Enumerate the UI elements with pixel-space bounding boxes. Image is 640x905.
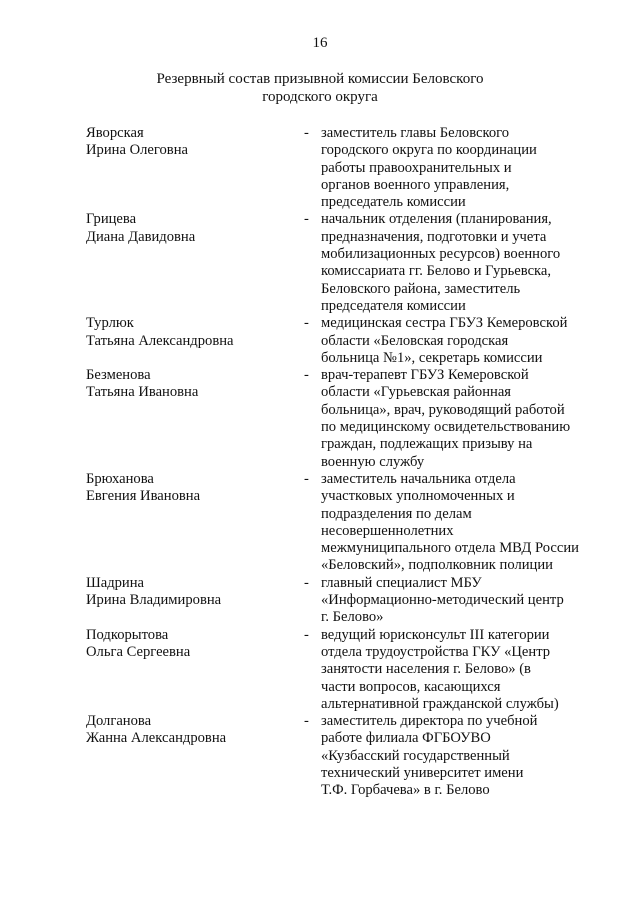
member-role-line: части вопросов, касающихся [321, 678, 501, 695]
member-surname: Безменова [86, 367, 151, 384]
member-role-line: городского округа по координации [321, 142, 537, 159]
member-role-line: граждан, подлежащих призыву на [321, 436, 533, 453]
member-role-line: г. Белово» [321, 609, 384, 626]
member-role-line: занятости населения г. Белово» (в [321, 661, 531, 678]
member-list [86, 125, 606, 800]
member-entry [86, 713, 606, 799]
member-name [86, 367, 304, 471]
member-given-names: Ирина Владимировна [86, 592, 222, 609]
member-role [321, 211, 586, 315]
member-role-line: предназначения, подготовки и учета [321, 228, 547, 245]
member-surname: Грицева [86, 211, 137, 228]
title-line-2: городского округа [262, 89, 378, 105]
member-dash: - [304, 315, 309, 332]
member-role-line: отдела трудоустройства ГКУ «Центр [321, 643, 551, 660]
member-role-line: работы правоохранительных и [321, 159, 512, 176]
page-number: 16 [312, 35, 328, 51]
member-role-line: подразделения по делам [321, 505, 472, 522]
member-role-line: комиссариата гг. Белово и Гурьевска, [321, 263, 552, 280]
member-role-line: председателя комиссии [321, 297, 466, 314]
member-name [86, 315, 304, 367]
member-role-line: заместитель начальника отдела [321, 470, 516, 487]
member-surname: Брюханова [86, 470, 154, 487]
member-role-line: заместитель директора по учебной [321, 713, 538, 730]
member-dash: - [304, 626, 309, 643]
member-role-line: больница №1», секретарь комиссии [321, 349, 543, 366]
member-name [86, 575, 304, 627]
member-role-line: главный специалист МБУ [321, 574, 482, 591]
member-role-line: «Кузбасский государственный [321, 747, 510, 764]
member-given-names: Татьяна Ивановна [86, 384, 199, 401]
member-name [86, 211, 304, 315]
member-entry [86, 471, 606, 575]
member-name [86, 471, 304, 575]
title-line-1: Резервный состав призывной комиссии Беловского [156, 71, 484, 87]
member-role-line: больница», врач, руководящий работой [321, 401, 565, 418]
member-role-line: военную службу [321, 453, 425, 470]
member-dash: - [304, 713, 309, 730]
member-role-line: органов военного управления, [321, 176, 510, 193]
member-role-line: несовершеннолетних [321, 522, 454, 539]
member-given-names: Жанна Александровна [86, 730, 227, 747]
member-role-line: ведущий юрисконсульт III категории [321, 626, 550, 643]
member-role-line: участковых уполномоченных и [321, 488, 515, 505]
member-dash: - [304, 211, 309, 228]
member-entry [86, 627, 606, 713]
member-role [321, 713, 586, 799]
member-entry [86, 315, 606, 367]
member-entry [86, 211, 606, 315]
member-role-line: Т.Ф. Горбачева» в г. Белово [321, 782, 490, 799]
member-role-line: области «Гурьевская районная [321, 384, 512, 401]
member-dash: - [304, 470, 309, 487]
member-surname: Долганова [86, 713, 152, 730]
member-given-names: Евгения Ивановна [86, 488, 201, 505]
member-role [321, 315, 586, 367]
member-role-line: области «Беловская городская [321, 332, 509, 349]
member-given-names: Диана Давидовна [86, 228, 196, 245]
member-role-line: заместитель главы Беловского [321, 125, 510, 141]
member-name [86, 125, 304, 211]
member-role-line: альтернативной гражданской службы) [321, 695, 559, 712]
member-name [86, 713, 304, 799]
member-entry [86, 125, 606, 211]
document-title [0, 70, 640, 106]
member-surname: Шадрина [86, 574, 145, 591]
member-role-line: медицинская сестра ГБУЗ Кемеровской [321, 315, 568, 332]
member-role-line: «Беловский», подполковник полиции [321, 557, 553, 574]
member-given-names: Татьяна Александровна [86, 332, 234, 349]
member-role-line: Беловского района, заместитель [321, 280, 521, 297]
member-role-line: врач-терапевт ГБУЗ Кемеровской [321, 367, 529, 384]
member-role [321, 575, 586, 627]
member-role-line: межмуниципального отдела МВД России [321, 540, 579, 557]
member-entry [86, 367, 606, 471]
member-given-names: Ольга Сергеевна [86, 643, 191, 660]
member-role [321, 125, 586, 211]
member-dash: - [304, 574, 309, 591]
member-role-line: председатель комиссии [321, 194, 466, 211]
member-surname: Турлюк [86, 315, 134, 332]
member-role [321, 367, 586, 471]
member-role-line: мобилизационных ресурсов) военного [321, 246, 561, 263]
member-role-line: технический университет имени [321, 764, 524, 781]
member-entry [86, 575, 606, 627]
member-dash: - [304, 367, 309, 384]
member-role [321, 627, 586, 713]
member-role-line: по медицинскому освидетельствованию [321, 419, 571, 436]
member-role-line: работе филиала ФГБОУВО [321, 730, 491, 747]
member-surname: Подкорытова [86, 626, 169, 643]
member-surname: Яворская [86, 125, 144, 141]
member-given-names: Ирина Олеговна [86, 142, 188, 159]
member-role-line: «Информационно-методический центр [321, 592, 564, 609]
member-role-line: начальник отделения (планирования, [321, 211, 552, 228]
member-name [86, 627, 304, 713]
member-role [321, 471, 586, 575]
member-dash: - [304, 125, 309, 141]
